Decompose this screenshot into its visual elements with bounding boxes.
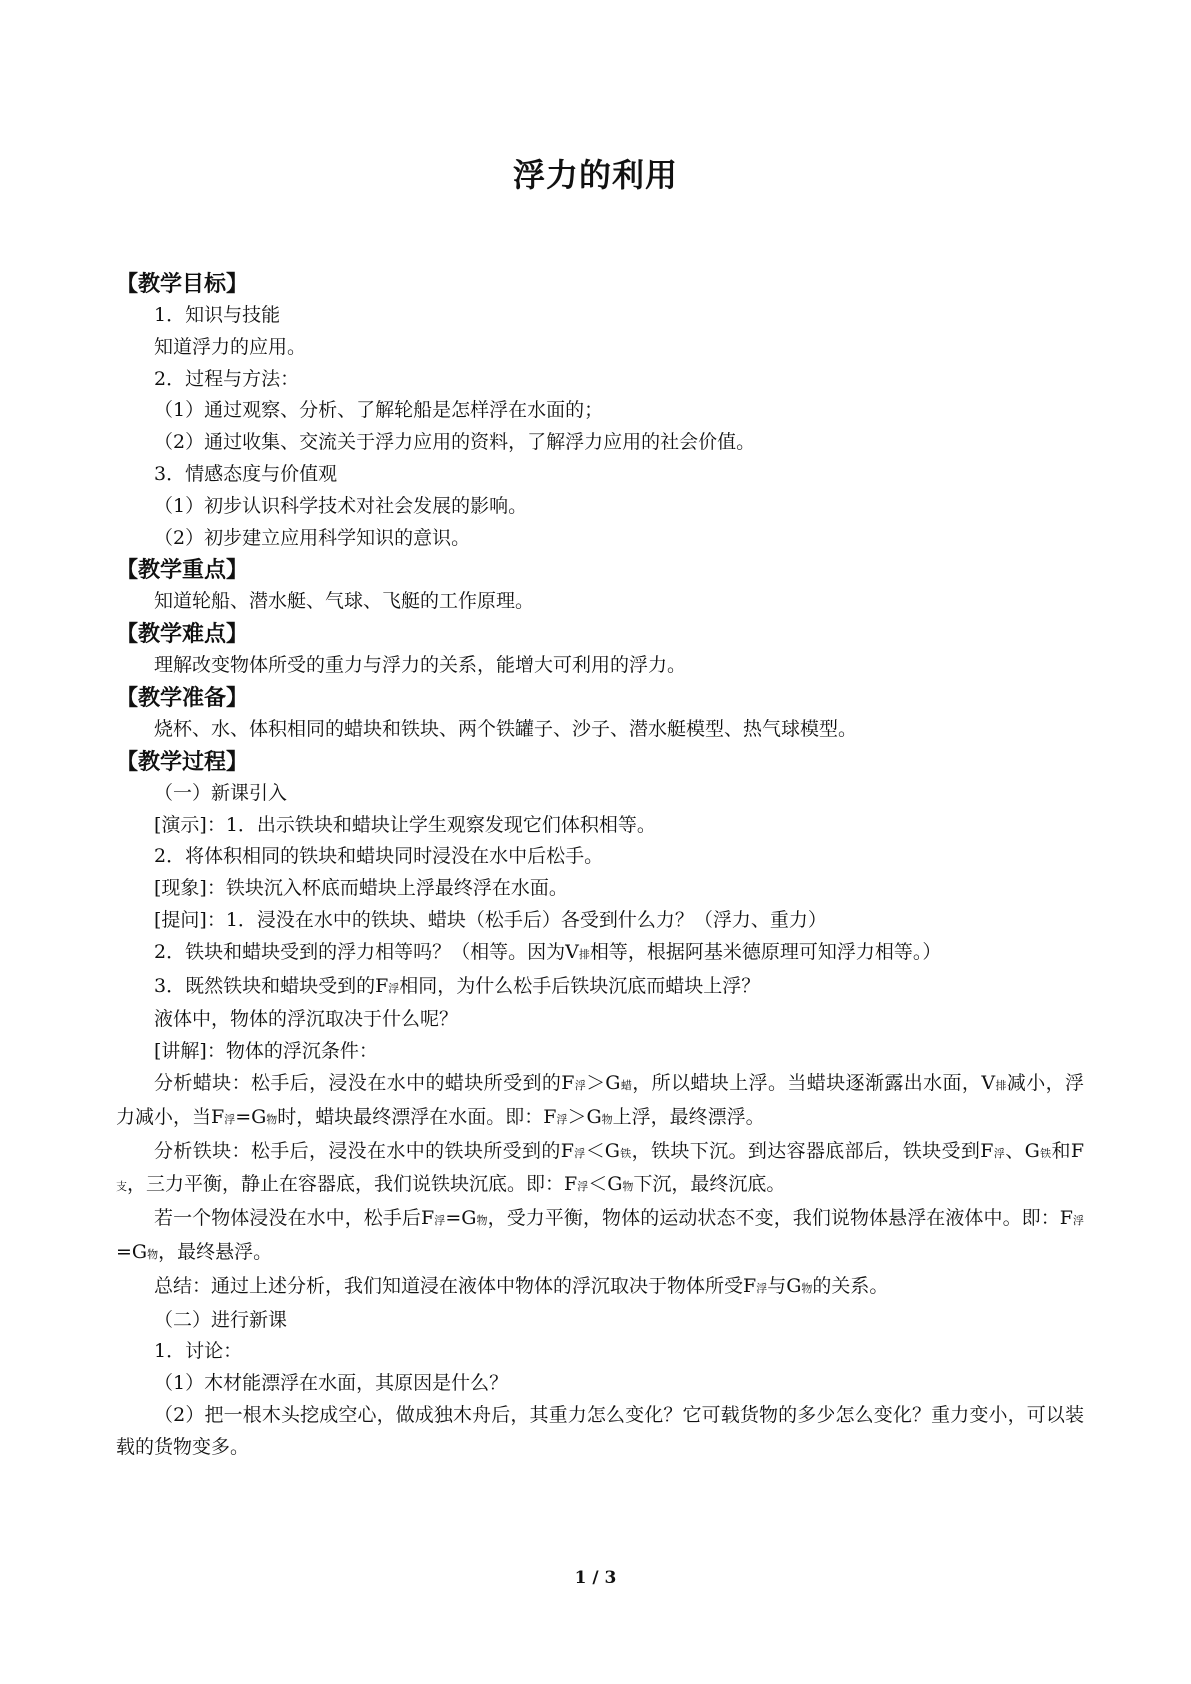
page-title: 浮力的利用 (512, 156, 678, 194)
question-line: 液体中，物体的浮沉取决于什么呢？ (154, 1008, 459, 1031)
objective-line: 2．过程与方法： (154, 367, 300, 390)
question-paragraph: 2．铁块和蜡块受到的浮力相等吗？（相等。因为V排相等，根据阿基米德原理可知浮力相等。） (154, 940, 942, 963)
phenomenon-line: [现象]：铁块沉入杯底而蜡块上浮最终浮在水面。 (154, 877, 568, 900)
subsection-title: （二）进行新课 (154, 1308, 288, 1331)
objective-line: （2）通过收集、交流关于浮力应用的资料，了解浮力应用的社会价值。 (154, 431, 756, 454)
page-number: 1 / 3 (574, 1568, 617, 1588)
heading-process: 【教学过程】 (116, 748, 249, 775)
suspension-paragraph: 若一个物体浸没在水中，松手后F浮=G物，受力平衡，物体的运动状态不变，我们说物体悬浮在液体中。即：F浮=G物，最终悬浮。 (116, 1207, 1085, 1263)
demo-line: 2．将体积相同的铁块和蜡块同时浸没在水中后松手。 (154, 845, 604, 868)
demo-line: [演示]：1．出示铁块和蜡块让学生观察发现它们体积相等。 (154, 813, 656, 836)
iron-analysis-paragraph: 分析铁块：松手后，浸没在水中的铁块所受到的F浮＜G铁，铁块下沉。到达容器底部后，铁块受到F浮、G铁和F支，三力平衡，静止在容器底，我们说铁块沉底。即：F浮＜G物下沉，最终沉底。 (116, 1139, 1085, 1196)
heading-preparation: 【教学准备】 (116, 684, 249, 711)
objective-line: （1）初步认识科学技术对社会发展的影响。 (154, 494, 528, 517)
subsection-title: （一）新课引入 (154, 781, 288, 804)
question-line: 3．既然铁块和蜡块受到的F浮相同，为什么松手后铁块沉底而蜡块上浮？ (154, 974, 761, 997)
objective-line: 知道浮力的应用。 (154, 335, 307, 358)
heading-objectives: 【教学目标】 (116, 271, 249, 297)
preparation-text: 烧杯、水、体积相同的蜡块和铁块、两个铁罐子、沙子、潜水艇模型、热气球模型。 (154, 717, 858, 740)
discussion-line: 1．讨论： (154, 1340, 243, 1363)
summary-line: 总结：通过上述分析，我们知道浸在液体中物体的浮沉取决于物体所受F浮与G物的关系。 (154, 1274, 889, 1297)
objective-line: （2）初步建立应用科学知识的意识。 (154, 526, 471, 549)
key-points-text: 知道轮船、潜水艇、气球、飞艇的工作原理。 (154, 590, 535, 613)
heading-difficulties: 【教学难点】 (116, 621, 249, 648)
objective-line: 1．知识与技能 (154, 304, 281, 326)
difficulties-text: 理解改变物体所受的重力与浮力的关系，能增大可利用的浮力。 (154, 654, 687, 677)
question-line: [提问]：1．浸没在水中的铁块、蜡块（松手后）各受到什么力？（浮力、重力） (154, 908, 827, 931)
heading-key-points: 【教学重点】 (116, 557, 249, 584)
document-body (116, 268, 1084, 1464)
objective-line: 3．情感态度与价值观 (154, 462, 338, 485)
discussion-paragraph: （2）把一根木头挖成空心，做成独木舟后，其重力怎么变化？它可载货物的多少怎么变化？重力变小，可以装载的货物变多。 (116, 1403, 1084, 1458)
wax-analysis-paragraph: 分析蜡块：松手后，浸没在水中的蜡块所受到的F浮＞G蜡，所以蜡块上浮。当蜡块逐渐露出水面，V排减小，浮力减小，当F浮=G物时，蜡块最终漂浮在水面。即：F浮＞G物上浮，最终漂浮。 (116, 1071, 1085, 1128)
objective-line: （1）通过观察、分析、了解轮船是怎样浮在水面的； (154, 399, 604, 422)
discussion-line: （1）木材能漂浮在水面，其原因是什么？ (154, 1372, 509, 1395)
explain-line: [讲解]：物体的浮沉条件： (154, 1040, 378, 1063)
